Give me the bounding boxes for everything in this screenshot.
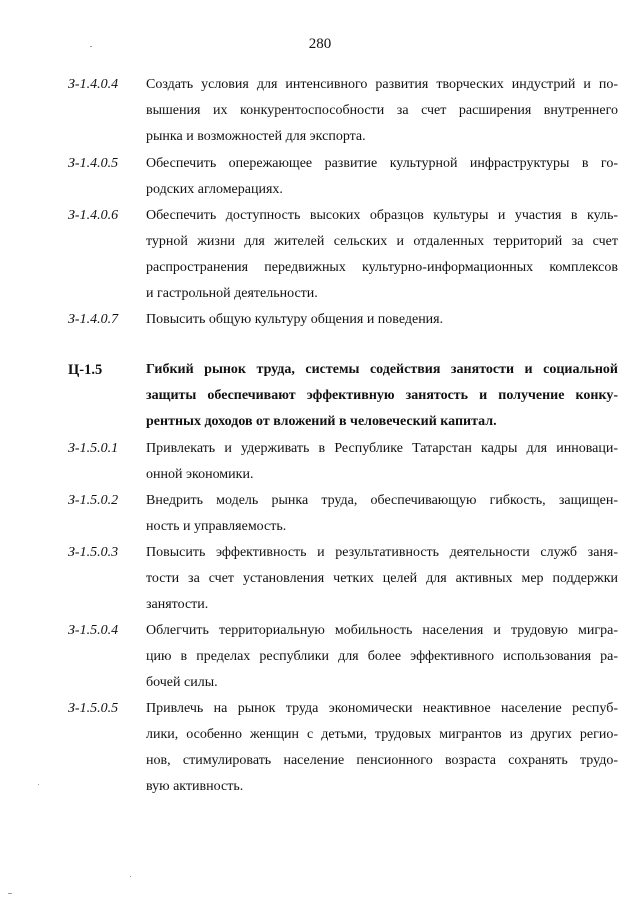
entry-text — [146, 72, 618, 150]
entry-text — [146, 203, 618, 307]
entry-text — [146, 151, 618, 203]
entry-text-line: тости за счет установления четких целей для активных мер поддержки — [146, 571, 618, 586]
entry-code: З-1.4.0.7 — [68, 312, 119, 327]
scan-speck — [38, 784, 39, 785]
entry-code: З-1.4.0.6 — [68, 208, 119, 223]
entry-text-line: занятости. — [146, 597, 209, 612]
entry-text-line: рынка и возможностей для экспорта. — [146, 129, 366, 144]
entry-text — [146, 540, 618, 618]
entry-text-line: Привлекать и удерживать в Республике Татарстан кадры для инноваци- — [146, 441, 618, 456]
entry-text — [146, 488, 618, 540]
entry-code: З-1.5.0.3 — [68, 545, 119, 560]
entry-code: З-1.4.0.4 — [68, 77, 119, 92]
entry-text-line: Обеспечить опережающее развитие культурной инфраструктуры в го- — [146, 156, 618, 171]
entry-text — [146, 436, 618, 488]
entry-code: З-1.5.0.1 — [68, 441, 119, 456]
entry-text-line: онной экономики. — [146, 467, 254, 482]
entry-text-line: и гастрольной деятельности. — [146, 286, 318, 301]
entry-text-line: Создать условия для интенсивного развития творческих индустрий и по- — [146, 77, 618, 92]
entry-code: З-1.5.0.5 — [68, 701, 119, 716]
entry-text-line: цию в пределах республики для более эффективного использования ра- — [146, 649, 618, 664]
entry-text — [146, 618, 618, 696]
entry-text-line: защиты обеспечивают эффективную занятость и получение конку- — [146, 388, 618, 403]
entry-text-line: Облегчить территориальную мобильность населения и трудовую мигра- — [146, 623, 618, 638]
scan-speck — [8, 893, 12, 894]
entry-code: З-1.4.0.5 — [68, 156, 119, 171]
entry-code: З-1.5.0.4 — [68, 623, 119, 638]
entry-text — [146, 307, 618, 333]
entry-text-line: лики, особенно женщин с детьми, трудовых мигрантов из других регио- — [146, 727, 618, 742]
entry-text-line: распространения передвижных культурно-информационных комплексов — [146, 260, 618, 275]
page-number: 280 — [308, 36, 332, 52]
entry-text-line: турной жизни для жителей сельских и отдаленных территорий за счет — [146, 234, 618, 249]
entry-text-line: Повысить эффективность и результативность деятельности служб заня- — [146, 545, 618, 560]
entry-text-line: Привлечь на рынок труда экономически неактивное население респуб- — [146, 701, 618, 716]
entry-text-line: рентных доходов от вложений в человеческий капитал. — [146, 414, 497, 429]
entry-text-line: Повысить общую культуру общения и поведения. — [146, 312, 444, 327]
entry-text-line: нов, стимулировать население пенсионного возраста сохранять трудо- — [146, 753, 618, 768]
entry-text-line: бочей силы. — [146, 675, 218, 690]
scan-speck — [130, 876, 131, 877]
entry-code: Ц-1.5 — [68, 362, 103, 378]
entry-text-line: Внедрить модель рынка труда, обеспечивающую гибкость, защищен- — [146, 493, 618, 508]
scan-speck — [90, 46, 92, 47]
entry-text — [146, 696, 618, 800]
entry-text-line: вую активность. — [146, 779, 244, 794]
entry-text-line: Гибкий рынок труда, системы содействия занятости и социальной — [146, 362, 618, 377]
entry-text — [146, 357, 618, 435]
entry-text-line: родских агломерациях. — [146, 182, 283, 197]
entry-text-line: Обеспечить доступность высоких образцов культуры и участия в куль- — [146, 208, 618, 223]
entry-text-line: ность и управляемость. — [146, 519, 287, 534]
entry-text-line: вышения их конкурентоспособности за счет расширения внутреннего — [146, 103, 618, 118]
entry-code: З-1.5.0.2 — [68, 493, 119, 508]
